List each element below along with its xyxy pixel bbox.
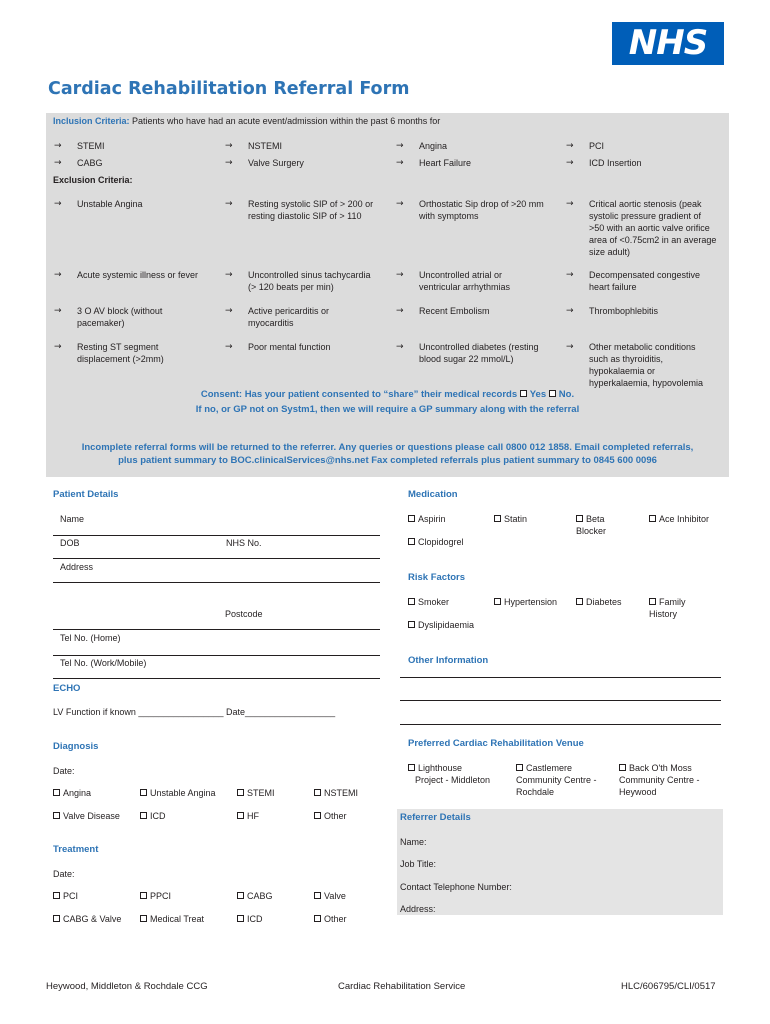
other-info-line[interactable] xyxy=(400,724,721,725)
exclusion-item: Recent Embolism xyxy=(419,306,490,316)
diagnosis-option[interactable]: Unstable Angina xyxy=(140,787,216,799)
checkbox[interactable] xyxy=(140,812,147,819)
arrow-icon: → xyxy=(566,342,574,352)
treatment-option[interactable]: PPCI xyxy=(140,890,171,902)
checkbox[interactable] xyxy=(408,515,415,522)
patient-address-field[interactable] xyxy=(53,582,380,583)
medication-heading: Medication xyxy=(408,489,458,500)
risk-factors-heading: Risk Factors xyxy=(408,572,466,583)
checkbox[interactable] xyxy=(649,515,656,522)
arrow-icon: → xyxy=(396,270,404,280)
inclusion-item: Valve Surgery xyxy=(248,158,304,168)
exclusion-heading: Exclusion Criteria: xyxy=(53,175,133,185)
nhs-logo-text: NHS xyxy=(628,23,708,63)
diagnosis-option[interactable]: Angina xyxy=(53,787,91,799)
footer-reference: HLC/606795/CLI/0517 xyxy=(621,981,716,992)
risk-option[interactable]: Family History xyxy=(649,597,686,619)
exclusion-item: Other metabolic conditions such as thyroiditis, hypokalaemia or hyperkalaemia, hypovolemia xyxy=(589,342,704,388)
other-information-heading: Other Information xyxy=(408,655,489,666)
checkbox[interactable] xyxy=(576,598,583,605)
arrow-icon: → xyxy=(396,141,404,151)
exclusion-item: Uncontrolled atrial or ventricular arrhythmias xyxy=(419,270,511,292)
arrow-icon: → xyxy=(396,199,404,209)
arrow-icon: → xyxy=(54,306,62,316)
exclusion-item: Resting ST segment displacement (>2mm) xyxy=(77,342,164,364)
consent-no-label: No. xyxy=(558,389,575,400)
arrow-icon: → xyxy=(566,158,574,168)
checkbox[interactable] xyxy=(237,789,244,796)
arrow-icon: → xyxy=(566,141,574,151)
checkbox[interactable] xyxy=(408,598,415,605)
treatment-option[interactable]: Valve xyxy=(314,890,346,902)
referrer-name-field[interactable]: Name: xyxy=(400,837,427,847)
patient-details-heading: Patient Details xyxy=(53,489,119,500)
arrow-icon: → xyxy=(225,270,233,280)
treatment-option[interactable]: CABG & Valve xyxy=(53,913,121,925)
inclusion-item: NSTEMI xyxy=(248,141,283,151)
patient-name-label: Name xyxy=(60,514,85,524)
arrow-icon: → xyxy=(54,270,62,280)
inclusion-item: Heart Failure xyxy=(419,158,472,168)
patient-nhs-label: NHS No. xyxy=(226,538,262,548)
diagnosis-option[interactable]: HF xyxy=(237,810,259,822)
consent-gp-note: If no, or GP not on Systm1, then we will require a GP summary along with the referral xyxy=(195,404,580,415)
checkbox[interactable] xyxy=(516,764,523,771)
referrer-panel xyxy=(397,809,723,915)
risk-option[interactable]: Hypertension xyxy=(494,596,557,608)
exclusion-item: Resting systolic SIP of > 200 or resting diastolic SIP of > 110 xyxy=(248,199,374,221)
exclusion-item: 3 O AV block (without pacemaker) xyxy=(77,306,163,328)
checkbox[interactable] xyxy=(140,892,147,899)
echo-lv-function[interactable]: LV Function if known _________________ Date__________________ xyxy=(53,707,336,717)
medication-option[interactable]: Ace Inhibitor xyxy=(649,513,709,525)
notice-line-1: Incomplete referral forms will be returned to the referrer. Any queries or questions please call 0800 012 1858. Email completed referrals, xyxy=(81,442,694,453)
inclusion-item: ICD Insertion xyxy=(589,158,642,168)
exclusion-item: Uncontrolled sinus tachycardia (> 120 beats per min) xyxy=(248,270,371,292)
arrow-icon: → xyxy=(396,342,404,352)
arrow-icon: → xyxy=(396,158,404,168)
nhs-logo xyxy=(612,22,724,65)
venue-option[interactable]: Lighthouse Project - Middleton xyxy=(408,762,490,786)
checkbox[interactable] xyxy=(494,515,501,522)
diagnosis-option[interactable]: Valve Disease xyxy=(53,810,120,822)
arrow-icon: → xyxy=(225,158,233,168)
risk-option[interactable]: Dyslipidaemia xyxy=(408,619,474,631)
medication-option[interactable]: Beta Blocker xyxy=(576,514,607,536)
exclusion-item: Unstable Angina xyxy=(77,199,143,209)
treatment-option[interactable]: ICD xyxy=(237,913,263,925)
checkbox[interactable] xyxy=(140,915,147,922)
arrow-icon: → xyxy=(566,270,574,280)
checkbox[interactable] xyxy=(237,915,244,922)
checkbox[interactable] xyxy=(314,789,321,796)
patient-name-field[interactable] xyxy=(53,535,380,536)
treatment-option[interactable]: Other xyxy=(314,913,347,925)
inclusion-heading: Inclusion Criteria: xyxy=(53,116,130,126)
checkbox[interactable] xyxy=(53,915,60,922)
patient-dob-label: DOB xyxy=(60,538,80,548)
exclusion-item: Active pericarditis or myocarditis xyxy=(248,306,330,328)
patient-dob-nhs-field[interactable] xyxy=(53,558,380,559)
arrow-icon: → xyxy=(54,342,62,352)
patient-address-label: Address xyxy=(60,562,94,572)
treatment-date-label: Date: xyxy=(53,869,75,879)
exclusion-item: Poor mental function xyxy=(248,342,331,352)
inclusion-criteria xyxy=(53,115,440,127)
exclusion-item: Decompensated congestive heart failure xyxy=(589,270,701,292)
arrow-icon: → xyxy=(54,199,62,209)
consent-no-checkbox[interactable] xyxy=(549,390,556,397)
checkbox[interactable] xyxy=(576,515,583,522)
checkbox[interactable] xyxy=(53,892,60,899)
diagnosis-option[interactable]: ICD xyxy=(140,810,166,822)
patient-tel-home-field[interactable] xyxy=(53,655,380,656)
medication-option[interactable]: Aspirin xyxy=(408,513,446,525)
venue-option[interactable]: Back O'th Moss Community Centre - Heywood xyxy=(619,763,700,797)
arrow-icon: → xyxy=(54,158,62,168)
arrow-icon: → xyxy=(225,199,233,209)
referrer-job-title-field[interactable]: Job Title: xyxy=(400,859,437,869)
medication-option[interactable]: Clopidogrel xyxy=(408,536,464,548)
exclusion-item: Critical aortic stenosis (peak systolic pressure gradient of >50 with an aortic valve orifice area of <0.75cm2 in an average size adult) xyxy=(589,199,717,257)
consent-line xyxy=(46,389,729,401)
checkbox[interactable] xyxy=(237,812,244,819)
checkbox[interactable] xyxy=(408,621,415,628)
treatment-option[interactable]: Medical Treat xyxy=(140,913,204,925)
patient-tel-home-label: Tel No. (Home) xyxy=(60,633,121,643)
patient-tel-work-field[interactable] xyxy=(53,678,380,679)
diagnosis-date-label: Date: xyxy=(53,766,75,776)
referrer-address-field[interactable]: Address: xyxy=(400,904,436,914)
exclusion-item: Orthostatic Sip drop of >20 mm with symptoms xyxy=(419,199,544,221)
checkbox[interactable] xyxy=(53,789,60,796)
checkbox[interactable] xyxy=(619,764,626,771)
notice-line-2: plus patient summary to BOC.clinicalServices@nhs.net Fax completed referrals plus patient summary to 0845 600 0096 xyxy=(118,455,657,466)
inclusion-item: STEMI xyxy=(77,141,105,151)
inclusion-item: Angina xyxy=(419,141,448,151)
risk-option[interactable]: Smoker xyxy=(408,596,449,608)
arrow-icon: → xyxy=(396,306,404,316)
inclusion-description: Patients who have had an acute event/admission within the past 6 months for xyxy=(132,116,441,126)
arrow-icon: → xyxy=(566,306,574,316)
treatment-option[interactable]: CABG xyxy=(237,890,273,902)
checkbox[interactable] xyxy=(649,598,656,605)
consent-question: Consent: Has your patient consented to “share” their medical records xyxy=(200,389,518,400)
checkbox[interactable] xyxy=(314,812,321,819)
exclusion-item: Acute systemic illness or fever xyxy=(77,270,199,280)
other-info-line[interactable] xyxy=(400,700,721,701)
patient-postcode-label: Postcode xyxy=(225,609,263,619)
referrer-heading: Referrer Details xyxy=(400,812,471,823)
venue-option[interactable]: Castlemere Community Centre - Rochdale xyxy=(516,763,597,797)
patient-postcode-field[interactable] xyxy=(53,629,380,630)
diagnosis-option[interactable]: NSTEMI xyxy=(314,787,358,799)
arrow-icon: → xyxy=(54,141,62,151)
medication-option[interactable]: Statin xyxy=(494,513,527,525)
arrow-icon: → xyxy=(566,199,574,209)
footer-service: Cardiac Rehabilitation Service xyxy=(338,981,466,992)
echo-heading: ECHO xyxy=(53,683,81,694)
checkbox[interactable] xyxy=(53,812,60,819)
checkbox[interactable] xyxy=(237,892,244,899)
risk-option[interactable]: Diabetes xyxy=(576,596,622,608)
checkbox[interactable] xyxy=(408,538,415,545)
checkbox[interactable] xyxy=(494,598,501,605)
arrow-icon: → xyxy=(225,342,233,352)
treatment-heading: Treatment xyxy=(53,844,99,855)
exclusion-item: Uncontrolled diabetes (resting blood sugar 22 mmol/L) xyxy=(419,342,539,364)
treatment-option[interactable]: PCI xyxy=(53,890,78,902)
venue-heading: Preferred Cardiac Rehabilitation Venue xyxy=(408,738,584,749)
diagnosis-option[interactable]: STEMI xyxy=(237,787,275,799)
inclusion-item: CABG xyxy=(77,158,103,168)
inclusion-item: PCI xyxy=(589,141,605,151)
consent-yes-label: Yes xyxy=(529,389,547,400)
consent-yes-checkbox[interactable] xyxy=(520,390,527,397)
form-title: Cardiac Rehabilitation Referral Form xyxy=(48,79,410,99)
footer-ccg: Heywood, Middleton & Rochdale CCG xyxy=(46,981,208,992)
other-info-line[interactable] xyxy=(400,677,721,678)
arrow-icon: → xyxy=(225,306,233,316)
checkbox[interactable] xyxy=(408,764,415,771)
checkbox[interactable] xyxy=(314,892,321,899)
referrer-phone-field[interactable]: Contact Telephone Number: xyxy=(400,882,512,892)
arrow-icon: → xyxy=(225,141,233,151)
exclusion-item: Thrombophlebitis xyxy=(589,306,659,316)
diagnosis-option[interactable]: Other xyxy=(314,810,347,822)
checkbox[interactable] xyxy=(314,915,321,922)
checkbox[interactable] xyxy=(140,789,147,796)
patient-tel-work-label: Tel No. (Work/Mobile) xyxy=(60,658,147,668)
diagnosis-heading: Diagnosis xyxy=(53,741,99,752)
